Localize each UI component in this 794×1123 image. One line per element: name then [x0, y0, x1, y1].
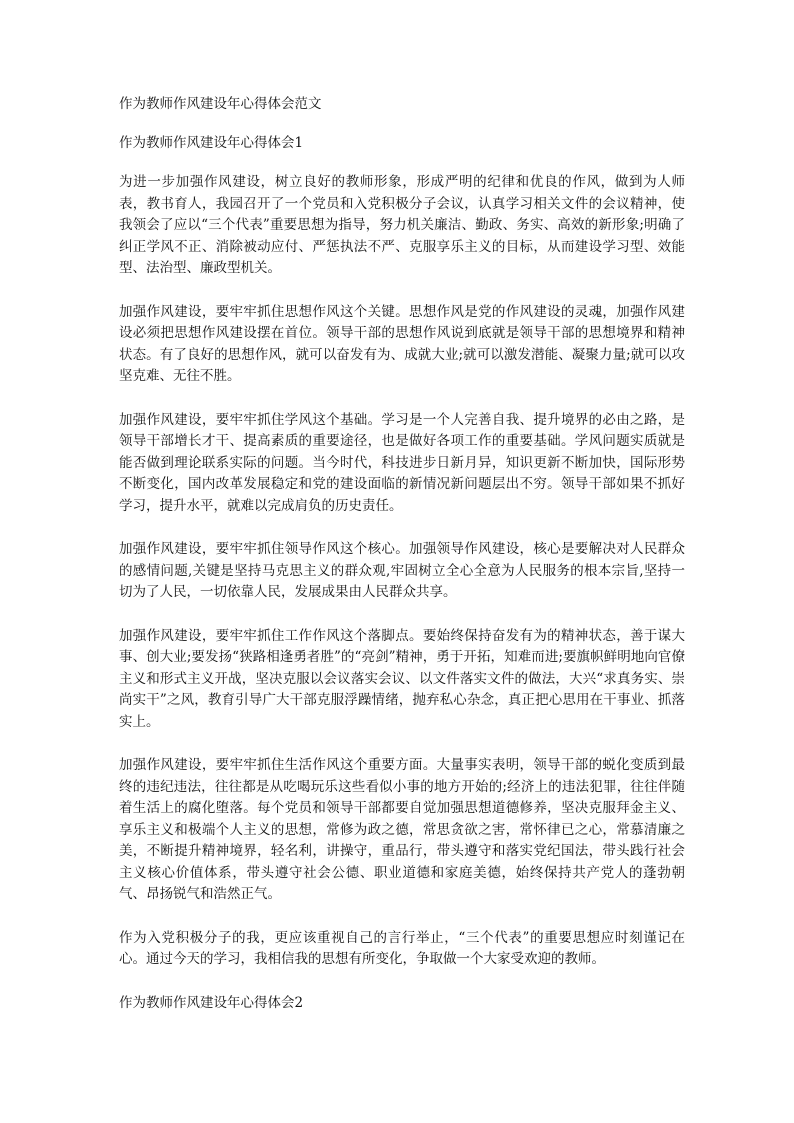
paragraph-2: 加强作风建设，要牢牢抓住思想作风这个关键。思想作风是党的作风建设的灵魂，加强作风建设必须把思想作风建设摆在首位。领导干部的思想作风说到底就是领导干部的思想境界和精神状态。有了良好的思想作风，就可以奋发有为、成就大业;就可以激发潜能、凝聚力量;就可以攻坚克难、无往不胜。 — [119, 303, 685, 384]
paragraph-4: 加强作风建设，要牢牢抓住领导作风这个核心。加强领导作风建设，核心是要解决对人民群众的感情问题,关键是坚持马克思主义的群众观,牢固树立全心全意为人民服务的根本宗旨,坚持一切为了人民，一切依靠人民，发展成果由人民群众共享。 — [119, 541, 685, 600]
paragraph-5: 加强作风建设，要牢牢抓住工作作风这个落脚点。要始终保持奋发有为的精神状态，善于谋大事、创大业;要发扬“狭路相逢勇者胜”的“亮剑”精神，勇于开拓，知难而进;要旗帜鲜明地向官僚主义和形式主义开战，坚决克服以会议落实会议、以文件落实文件的做法，大兴“求真务实、崇尚实干”之风，教育引导广大干部克服浮躁情绪，抛弃私心杂念，真正把心思用在干事业、抓落实上。 — [119, 627, 685, 730]
document-title: 作为教师作风建设年心得体会范文 — [119, 96, 322, 112]
paragraph-3: 加强作风建设，要牢牢抓住学风这个基础。学习是一个人完善自我、提升境界的必由之路，是领导干部增长才干、提高素质的重要途径，也是做好各项工作的重要基础。学风问题实质就是能否做到理论联系实际的问题。当今时代，科技进步日新月异，知识更新不断加快，国际形势不断变化，国内改革发展稳定和党的建设面临的新情况新问题层出不穷。领导干部如果不抓好学习，提升水平，就难以完成肩负的历史责任。 — [119, 411, 685, 514]
paragraph-7: 作为入党积极分子的我，更应该重视自己的言行举止，“三个代表”的重要思想应时刻谨记在心。通过今天的学习，我相信我的思想有所变化，争取做一个大家受欢迎的教师。 — [119, 929, 685, 967]
section-heading-2: 作为教师作风建设年心得体会2 — [119, 994, 304, 1011]
document-page — [119, 94, 685, 1032]
paragraph-6: 加强作风建设，要牢牢抓住生活作风这个重要方面。大量事实表明，领导干部的蜕化变质到最终的违纪违法，往往都是从吃喝玩乐这些看似小事的地方开始的;经济上的违法犯罪，往往伴随着生活上的腐化堕落。每个党员和领导干部都要自觉加强思想道德修养，坚决克服拜金主义、享乐主义和极端个人主义的思想，常修为政之德，常思贪欲之害，常怀律已之心，常慕清廉之美，不断提升精神境界，轻名利，讲操守，重品行，带头遵守和落实党纪国法，带头践行社会主义核心价值体系，带头遵守社会公德、职业道德和家庭美德，始终保持共产党人的蓬勃朝气、昂扬锐气和浩然正气。 — [119, 757, 685, 902]
section-heading-1: 作为教师作风建设年心得体会1 — [119, 135, 304, 151]
paragraph-1: 为进一步加强作风建设，树立良好的教师形象，形成严明的纪律和优良的作风，做到为人师表，教书育人，我园召开了一个党员和入党积极分子会议，认真学习相关文件的会议精神，使我领会了应以“三个代表”重要思想为指导，努力机关廉洁、勤政、务实、高效的新形象;明确了纠正学风不正、消除被动应付、严惩执法不严、克服享乐主义的目标，从而建设学习型、效能型、法治型、廉政型机关。 — [119, 174, 685, 276]
